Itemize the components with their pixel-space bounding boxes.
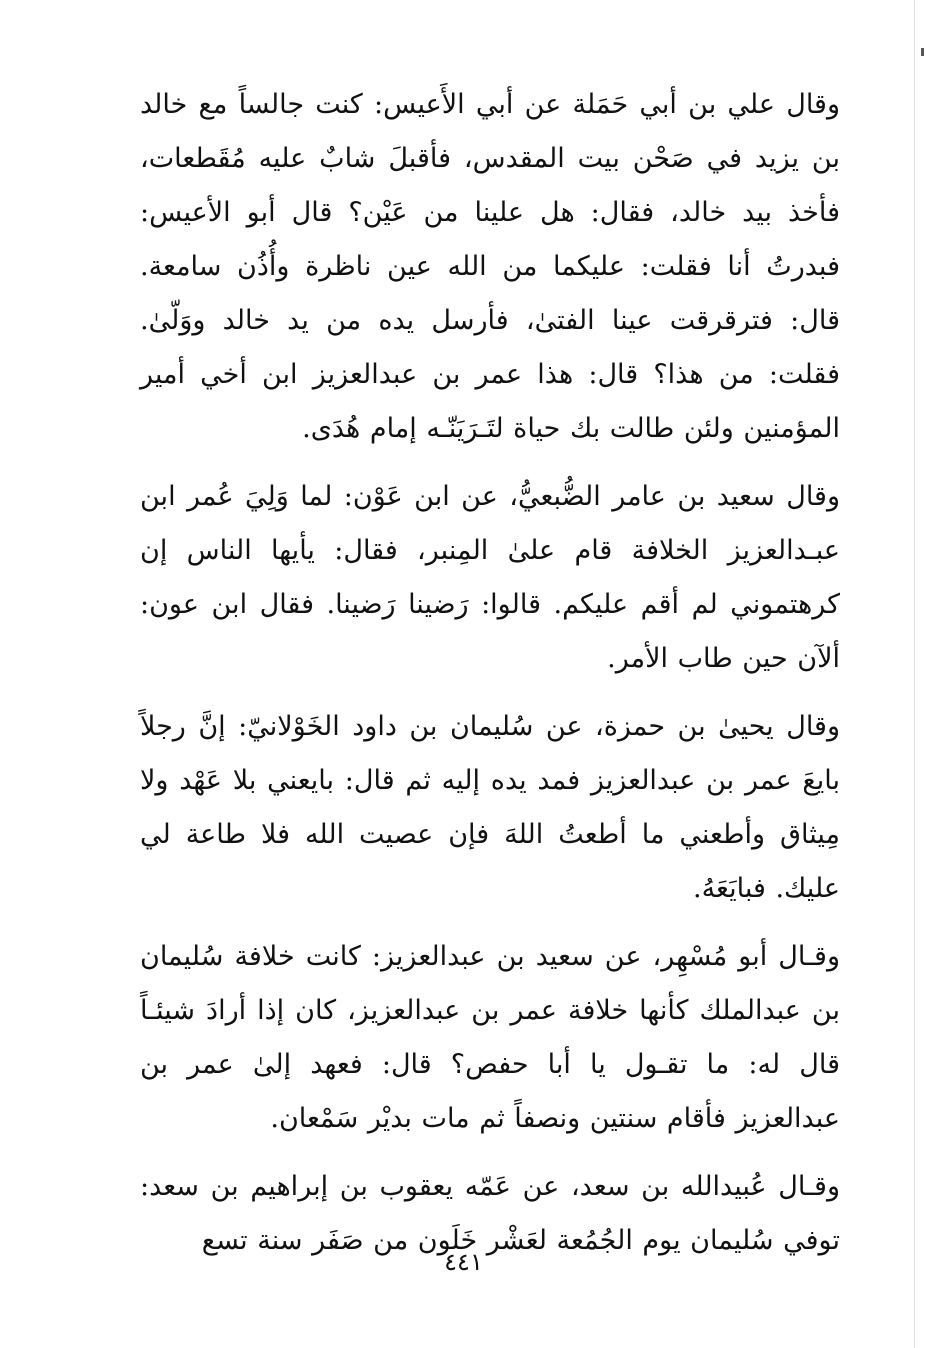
main-text-block xyxy=(140,78,840,1268)
paragraph-2: وقال سعيد بن عامر الضُّبعيُّ، عن ابن عَوْن: لما وَلِيَ عُمر ابن عبـدالعزيز الخلافة قام علىٰ المِنبر، فقال: يأيها الناس إن كرهتموني لم أقم عليكم. قالوا: رَضينا رَضينا. فقال ابن عون: ألآن حين طاب الأمر. xyxy=(140,481,840,674)
paragraph-5: وقـال عُبيدالله بن سعد، عن عَمّه يعقوب بن إبراهيم بن سعد: توفي سُليمان يوم الجُمُعة لعَشْر خَلَون من صَفَر سنة تسع xyxy=(140,1171,841,1256)
page-edge-line xyxy=(914,0,915,1348)
paragraph-1: وقال علي بن أبي حَمَلة عن أبي الأَعيس: كنت جالساً مع خالد بن يزيد في صَحْن بيت المقدس، فأقبلَ شابٌ عليه مُقَطعات، فأخذ بيد خالد، فقال: هل علينا من عَيْن؟ قال أبو الأعيس: فبدرتُ أنا فقلت: عليكما من الله عين ناظرة وأُذُن سامعة. قال: فترقرقت عينا الفتىٰ، فأرسل يده من يد خالد ووَلّىٰ. فقلت: من هذا؟ قال: هذا عمر بن عبدالعزيز ابن أخي أمير المؤمنين ولئن طالت بك حياة لتَـرَيَنّـه إمام هُدَى. xyxy=(140,89,840,444)
paragraph-3: وقال يحيىٰ بن حمزة، عن سُليمان بن داود الخَوْلانيّ: إنَّ رجلاً بايعَ عمر بن عبدالعزيز فمد يده إليه ثم قال: بايعني بلا عَهْد ولا مِيثاق وأطعني ما أطعتُ اللهَ فإن عصيت الله فلا طاعة لي عليك. فبايَعَهُ. xyxy=(140,711,840,904)
page-edge-mark xyxy=(921,48,924,56)
paragraph-4: وقـال أبو مُسْهِر، عن سعيد بن عبدالعزيز: كانت خلافة سُليمان بن عبدالملك كأنها خلافة عمر بن عبدالعزيز، كان إذا أرادَ شيئـاً قال له: ما تقـول يا أبا حفص؟ قال: فعهد إلىٰ عمر بن عبدالعزيز فأقام سنتين ونصفاً ثم مات بديْر سَمْعان. xyxy=(140,941,840,1134)
page-number: ٤٤١ xyxy=(444,1248,483,1276)
